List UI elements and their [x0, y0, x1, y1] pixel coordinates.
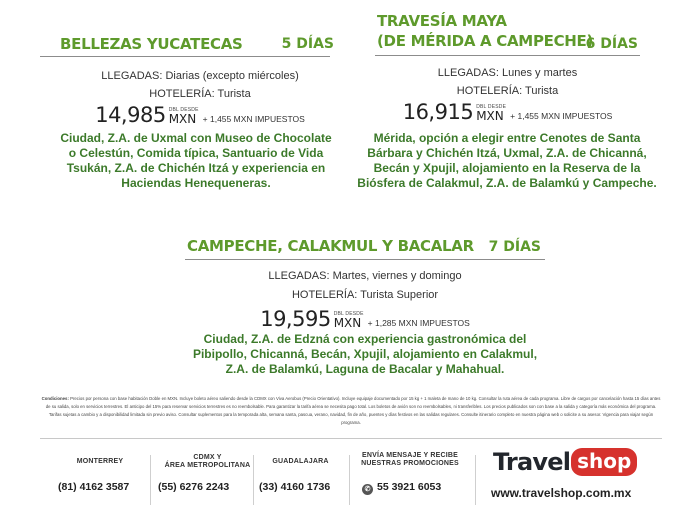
- contact-guadalajara: GUADALAJARA: [272, 458, 329, 465]
- package-title-line1: TRAVESÍA MAYA: [377, 12, 507, 30]
- whatsapp-icon: ✆: [362, 484, 373, 495]
- taxes-label: + 1,455 MXN IMPUESTOS: [510, 111, 613, 121]
- contact-whatsapp: ENVÍA MENSAJE Y RECIBE NUESTRAS PROMOCIONES: [361, 452, 459, 467]
- currency-label: MXN: [333, 316, 362, 330]
- package-days: 5 DÍAS: [281, 36, 334, 52]
- currency-label: MXN: [168, 112, 197, 126]
- package-bellezas-yucatecas: [40, 32, 334, 54]
- package-hotel: HOTELERÍA: Turista: [149, 88, 251, 100]
- divider: [40, 438, 662, 439]
- contact-phone-monterrey[interactable]: (81) 4162 3587: [58, 481, 130, 493]
- conditions-label: Condiciones:: [41, 396, 69, 401]
- package-price-line: [350, 101, 665, 123]
- package-arrivals: LLEGADAS: Lunes y martes: [437, 67, 578, 79]
- taxes-label: + 1,285 MXN IMPUESTOS: [367, 318, 470, 328]
- contact-label: MONTERREY: [76, 458, 124, 465]
- package-arrivals: LLEGADAS: Diarias (excepto miércoles): [101, 70, 299, 82]
- package-description: Ciudad, Z.A. de Uxmal con Museo de Chocolate o Celestún, Comida típica, Santuario de Vida Tsukán, Z.A. de Chichén Itzá y experiencia en Haciendas Henequeneras.: [60, 131, 332, 190]
- taxes-label: + 1,455 MXN IMPUESTOS: [202, 114, 305, 124]
- currency-label: MXN: [476, 109, 504, 123]
- package-title-line2: (DE MÉRIDA A CAMPECHE): [377, 32, 594, 50]
- price-value: 14,985: [95, 103, 166, 127]
- website-link[interactable]: www.travelshop.com.mx: [491, 486, 632, 500]
- dbl-desde-label: DBL DESDE: [333, 311, 364, 317]
- package-travesia-maya: [375, 10, 640, 55]
- package-description: Ciudad, Z.A. de Edzná con experiencia gastronómica del Pibipollo, Chicanná, Becán, Xpujil, alojamiento en Calakmul, Z.A. de Balamkú, Laguna de Bacalar y Mahahual.: [192, 332, 538, 376]
- contact-phone-whatsapp[interactable]: ✆ 55 3921 6053: [362, 481, 441, 495]
- price-value: 16,915: [402, 100, 474, 124]
- title-underline: [375, 55, 640, 56]
- dbl-desde-label: DBL DESDE: [476, 104, 507, 110]
- package-title: CAMPECHE, CALAKMUL Y BACALAR: [187, 237, 474, 255]
- contact-cdmx: CDMX Y ÁREA METROPOLITANA: [164, 454, 251, 469]
- package-title: BELLEZAS YUCATECAS: [60, 35, 243, 53]
- contact-phone-cdmx[interactable]: (55) 6276 2243: [158, 481, 230, 493]
- package-arrivals: LLEGADAS: Martes, viernes y domingo: [268, 270, 462, 282]
- divider: [475, 455, 476, 505]
- package-title-row: [60, 32, 334, 54]
- dbl-desde-label: DBL DESDE: [168, 107, 199, 113]
- contact-monterrey: [55, 458, 145, 466]
- package-days: 7 DÍAS: [488, 239, 541, 255]
- title-underline: [40, 56, 330, 57]
- price-value: 19,595: [260, 307, 331, 331]
- package-hotel: HOTELERÍA: Turista Superior: [291, 289, 439, 301]
- title-underline: [185, 259, 545, 260]
- package-price-line: [40, 104, 360, 126]
- package-description: Mérida, opción a elegir entre Cenotes de Santa Bárbara y Chichén Itzá, Uxmal, Z.A. de Chicanná, Becán y Xpujil, alojamiento en la Reserva de la Biósfera de Calakmul, Z.A. de Balamkú y Campeche.: [357, 131, 657, 190]
- package-campeche-calakmul-bacalar: [185, 235, 545, 261]
- conditions-body: Precios por persona con base habitación Doble en MXN. Incluye boleto aéreo saliendo desde la CDMX con Viva Aerobus (Precio Orientativo). Incluye equipaje documentado por 15 kg + 1 maleta de mano de 10 kg. Consultar la ruta aérea de cada programa. Libre de cargos por cancelación hasta 15 días antes de su salida, solo en servicios terrestres. El anticipo del 15% para reservar servicios terrestres es no reembolsable. Para garantizar la tarifa aérea se necesita pago total. Los boletos de avión son no reembolsables, ni transferibles. Los precios publicados son con base a la salida y categoría más económica del programa. Tarifas sujetas a cambio y a disponibilidad limitada sin previo aviso. Consultar suplementos para la temporada alta, semana santa, pascua, verano, navidad, fin de año, puentes y días festivos en las salidas regulares. Consulte itinerario completo en nuestra página web o solicite a su asesor. Vigencia para viajar según programa.: [45, 396, 661, 425]
- travelshop-logo[interactable]: [493, 448, 637, 478]
- package-days: 6 DÍAS: [585, 36, 638, 52]
- logo-text-shop: shop: [571, 448, 637, 476]
- conditions-text: [40, 395, 662, 427]
- logo-text-travel: Travel: [493, 448, 571, 476]
- package-hotel: HOTELERÍA: Turista: [456, 85, 559, 97]
- package-price-line: [190, 308, 540, 330]
- contact-phone-guadalajara[interactable]: (33) 4160 1736: [259, 481, 331, 493]
